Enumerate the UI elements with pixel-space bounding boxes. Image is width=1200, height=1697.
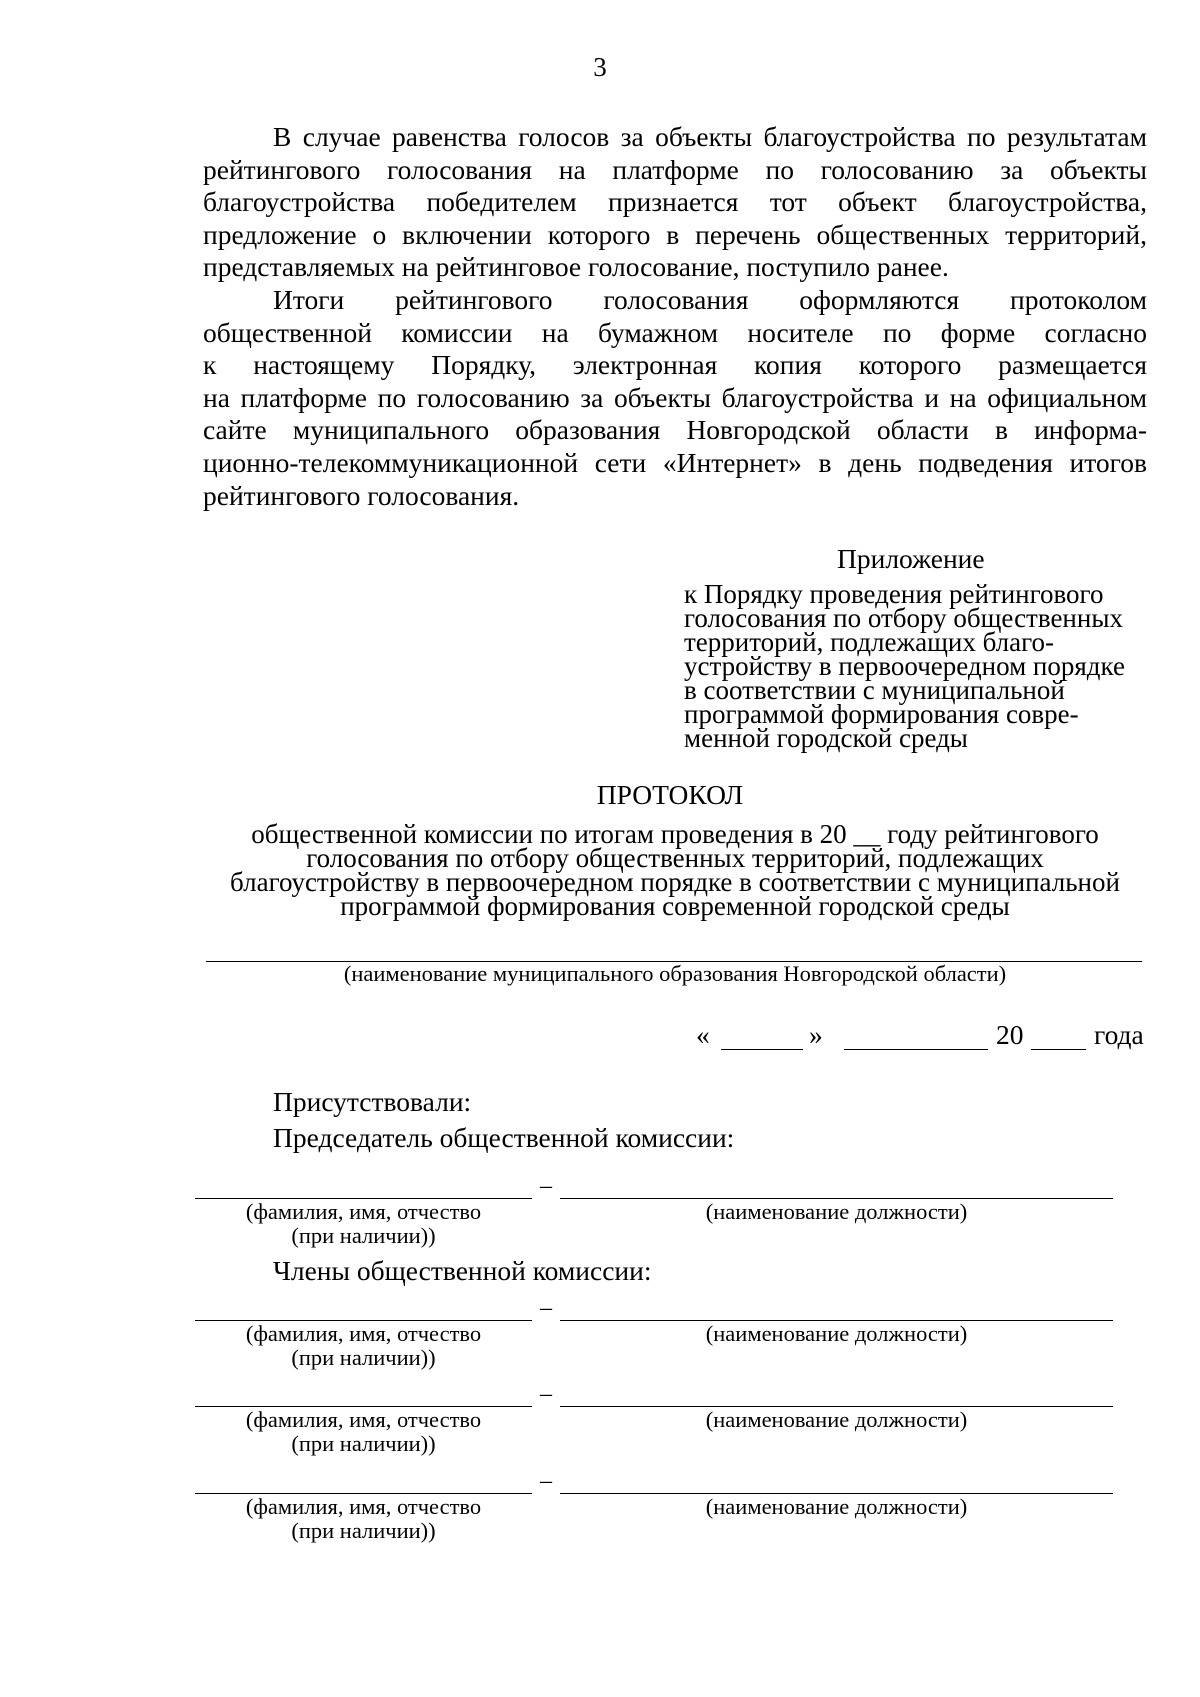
appendix-reference bbox=[684, 579, 1125, 753]
text-line: менной городской среды bbox=[684, 723, 968, 753]
text-line: к настоящему Порядку, электронная копия которого размещается bbox=[203, 349, 1147, 381]
date-day-line bbox=[721, 1049, 803, 1050]
text-line: рейтингового голосования. bbox=[203, 479, 520, 511]
caption-line: (фамилия, имя, отчество bbox=[245, 1199, 482, 1224]
text-line: В случае равенства голосов за объекты благоустройства по результатам bbox=[273, 121, 1147, 152]
text-line: ционно-телекоммуникационной сети «Интернет» в день подведения итогов bbox=[203, 446, 1147, 478]
page-number: 3 bbox=[593, 52, 607, 82]
text-line: территорий, подлежащих благо- bbox=[684, 627, 1054, 657]
text-line: устройству в первоочередном порядке bbox=[684, 651, 1125, 681]
caption-line: (фамилия, имя, отчество bbox=[245, 1494, 482, 1519]
member-name-caption bbox=[195, 1322, 532, 1370]
caption-line: (при наличии)) bbox=[291, 1518, 436, 1543]
caption-line: (фамилия, имя, отчество bbox=[245, 1407, 482, 1432]
chair-name-caption bbox=[195, 1200, 532, 1248]
caption-line: (фамилия, имя, отчество bbox=[245, 1321, 482, 1346]
member-name-caption bbox=[195, 1495, 532, 1543]
date-year-prefix: 20 bbox=[996, 1019, 1024, 1050]
protocol-title: ПРОТОКОЛ bbox=[596, 779, 744, 810]
member-position-caption: (наименование должности) bbox=[705, 1321, 968, 1346]
paragraph-tie-votes bbox=[203, 121, 1147, 284]
text-line: Итоги рейтингового голосования оформляются протоколом bbox=[273, 284, 1147, 315]
member-dash: – bbox=[540, 1295, 552, 1321]
caption-line: (при наличии)) bbox=[291, 1223, 436, 1248]
text-line: в соответствии с муниципальной bbox=[684, 675, 1065, 705]
date-year-suffix: года bbox=[1094, 1019, 1144, 1050]
text-line: благоустройства победителем признается тот объект благоустройства, bbox=[203, 186, 1147, 218]
chair-position-caption: (наименование должности) bbox=[705, 1199, 968, 1224]
appendix-title: Приложение bbox=[837, 543, 985, 574]
text-line: программой формирования современной городской среды bbox=[340, 891, 1010, 921]
text-line: рейтингового голосования на платформе по голосованию за объекты bbox=[203, 153, 1147, 185]
text-line: предложение о включении которого в перечень общественных территорий, bbox=[203, 218, 1147, 250]
member-position-caption: (наименование должности) bbox=[705, 1407, 968, 1432]
paragraph-results bbox=[203, 284, 1147, 512]
text-line: общественной комиссии на бумажном носителе по форме согласно bbox=[203, 316, 1147, 348]
text-line: сайте муниципального образования Новгородской области в информа- bbox=[203, 414, 1147, 446]
present-label: Присутствовали: bbox=[273, 1086, 472, 1117]
text-line: представляемых на рейтинговое голосование, поступило ранее. bbox=[203, 251, 949, 283]
municipality-caption: (наименование муниципального образования Новгородской области) bbox=[343, 961, 1007, 986]
date-open-quote: « bbox=[696, 1019, 710, 1050]
member-dash: – bbox=[540, 1381, 552, 1407]
member-dash: – bbox=[540, 1468, 552, 1494]
text-line: общественной комиссии по итогам проведения в 20 __ году рейтингового bbox=[251, 819, 1099, 849]
protocol-subtitle bbox=[203, 819, 1147, 921]
text-line: голосования по отбору общественных территорий, подлежащих bbox=[306, 843, 1044, 873]
date-close-quote: » bbox=[809, 1019, 823, 1050]
caption-line: (при наличии)) bbox=[291, 1345, 436, 1370]
caption-line: (при наличии)) bbox=[291, 1431, 436, 1456]
date-month-line bbox=[844, 1049, 988, 1050]
date-year-line bbox=[1031, 1049, 1086, 1050]
member-name-caption bbox=[195, 1408, 532, 1456]
members-label: Члены общественной комиссии: bbox=[273, 1255, 652, 1286]
chair-dash: – bbox=[540, 1173, 552, 1199]
text-line: к Порядку проведения рейтингового bbox=[684, 579, 1104, 609]
text-line: программой формирования совре- bbox=[684, 699, 1079, 729]
text-line: благоустройству в первоочередном порядке в соответствии с муниципальной bbox=[230, 867, 1120, 897]
text-line: на платформе по голосованию за объекты благоустройства и на официальном bbox=[203, 381, 1147, 413]
chair-label: Председатель общественной комиссии: bbox=[273, 1122, 735, 1153]
member-position-caption: (наименование должности) bbox=[705, 1494, 968, 1519]
text-line: голосования по отбору общественных bbox=[684, 603, 1123, 633]
